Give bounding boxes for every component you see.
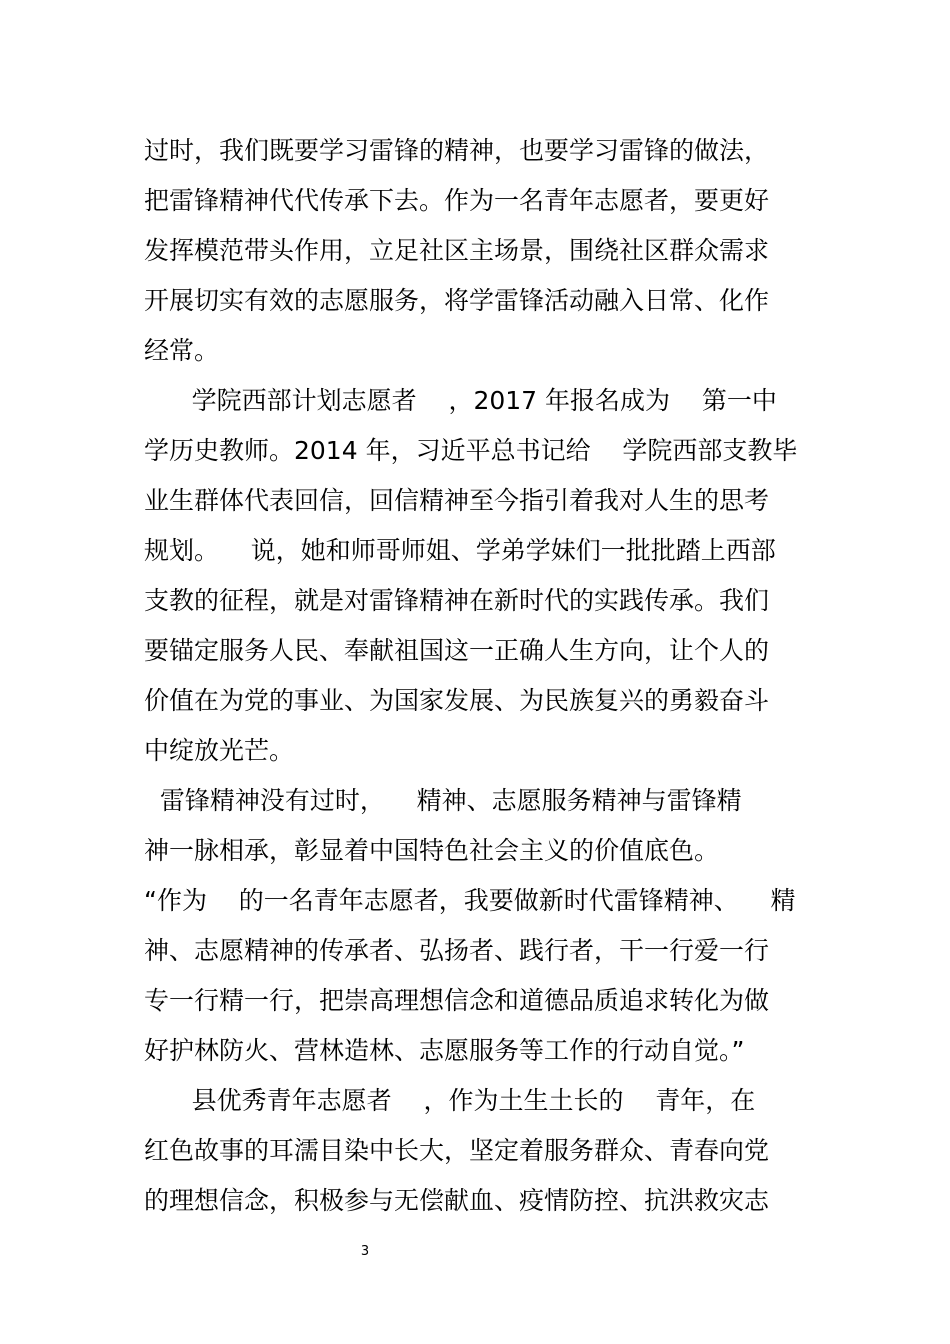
page-number: 3 <box>360 1244 370 1259</box>
text-line: 的理想信念，积极参与无偿献血、疫情防控、抗洪救灾志 <box>144 1186 770 1215</box>
text-line: 要锚定服务人民、奉献祖国这一正确人生方向，让个人的 <box>144 636 770 665</box>
text-line: 神一脉相承，彰显着中国特色社会主义的价值底色。 <box>144 836 720 865</box>
text-line: 过时，我们既要学习雷锋的精神，也要学习雷锋的做法， <box>144 136 770 165</box>
text-line: 学院西部计划志愿者 ，2017 年报名成为 第一中 <box>144 386 777 415</box>
text-line: 县优秀青年志愿者 ，作为土生土长的 青年，在 <box>144 1086 756 1115</box>
text-line: 价值在为党的事业、为国家发展、为民族复兴的勇毅奋斗 <box>144 686 770 715</box>
text-line: “作为 的一名青年志愿者，我要做新时代雷锋精神、 精 <box>144 886 796 915</box>
text-line: 学历史教师。2014 年，习近平总书记给 学院西部支教毕 <box>144 436 798 465</box>
text-line: 雷锋精神没有过时， 精神、志愿服务精神与雷锋精 <box>144 786 742 815</box>
text-line: 业生群体代表回信，回信精神至今指引着我对人生的思考 <box>144 486 770 515</box>
text-line: 神、志愿精神的传承者、弘扬者、践行者，干一行爱一行 <box>144 936 770 965</box>
text-line: 经常。 <box>144 336 220 365</box>
text-line: 开展切实有效的志愿服务，将学雷锋活动融入日常、化作 <box>144 286 770 315</box>
document-body <box>144 126 806 1226</box>
text-line: 规划。 说，她和师哥师姐、学弟学妹们一批批踏上西部 <box>144 536 776 565</box>
text-line: 专一行精一行，把崇高理想信念和道德品质追求转化为做 <box>144 986 770 1015</box>
text-line: 红色故事的耳濡目染中长大，坚定着服务群众、青春向党 <box>144 1136 770 1165</box>
text-line: 好护林防火、营林造林、志愿服务等工作的行动自觉。” <box>144 1036 745 1065</box>
text-line: 把雷锋精神代代传承下去。作为一名青年志愿者，要更好 <box>144 186 770 215</box>
text-line: 中绽放光芒。 <box>144 736 295 765</box>
text-line: 支教的征程，就是对雷锋精神在新时代的实践传承。我们 <box>144 586 770 615</box>
text-line: 发挥模范带头作用，立足社区主场景，围绕社区群众需求 <box>144 236 770 265</box>
